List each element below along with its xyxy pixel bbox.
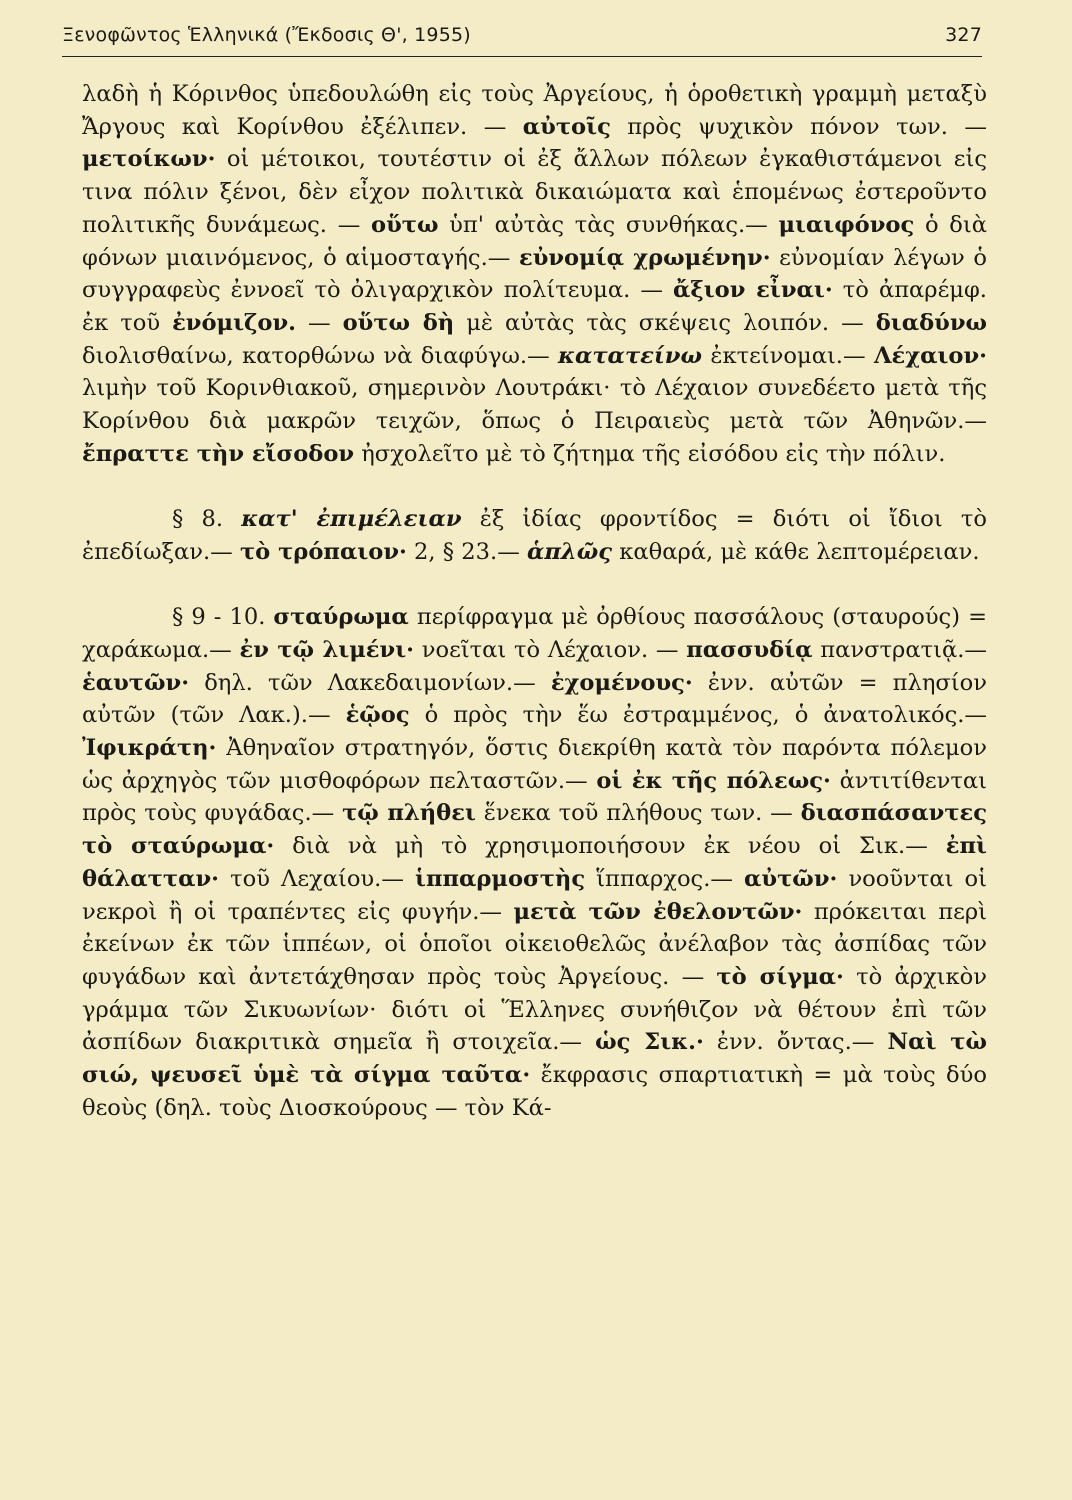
paragraph-3 — [82, 601, 987, 1124]
lemma-term: τῷ πλήθει — [342, 800, 476, 827]
lemma-term: ἐχομένους· — [550, 669, 693, 696]
running-title: Ξενοφῶντος Ἑλληνικά (Ἔκδοσις Θ', 1955) — [62, 24, 471, 46]
lemma-term: Λέχαιον· — [873, 342, 987, 369]
lemma-term: τὸ σίγμα· — [716, 963, 844, 990]
gloss-text: ἐνν. ὄντας.— — [703, 1029, 888, 1056]
lemma-term: Ναὶ τὼ σιώ, ψευσεῖ ὑμὲ τὰ σίγμα ταῦτα· — [82, 1029, 987, 1089]
lemma-term: εὐνομίᾳ χρωμένην· — [518, 244, 771, 271]
lemma-term: οὕτω — [371, 211, 439, 238]
lemma-term: μετοίκων· — [82, 146, 216, 173]
gloss-text: οἱ μέτοικοι, τουτέστιν οἱ ἐξ ἄλλων πόλεων ἐγκαθιστάμενοι εἰς τινα πόλιν ξένοι, δὲν εἶχον πολιτικὰ δικαιώματα καὶ ἑπομένως ἐστεροῦντο πολιτικῆς δυνάμεως. — — [82, 146, 987, 238]
gloss-text: διολισθαίνω, κατορθώνω νὰ διαφύγω.— — [82, 342, 559, 369]
lemma-term: τὸ τρόπαιον· — [239, 538, 407, 565]
lemma-term: ἱππαρμοστὴς — [415, 865, 586, 892]
lemma-term: οἱ ἐκ τῆς πόλεως· — [596, 767, 831, 794]
gloss-text: λιμὴν τοῦ Κορινθιακοῦ, σημερινὸν Λουτράκι· τὸ Λέχαιον συνεδέετο μετὰ τῆς Κορίνθου διὰ μακρῶν τειχῶν, ὅπως ὁ Πειραιεὺς μετὰ τῶν Ἀθηνῶν.— — [82, 375, 987, 435]
gloss-text: τὸ ἀρχικὸν γράμμα τῶν Σικυωνίων· διότι οἱ Ἕλληνες συνήθιζον νὰ θέτουν ἐπὶ τῶν ἀσπίδων διακριτικὰ σημεῖα ἢ στοιχεῖα.— — [82, 963, 987, 1056]
paragraph-1 — [82, 78, 987, 470]
gloss-text: ὑπ' αὐτὰς τὰς συνθήκας.— — [438, 211, 779, 238]
gloss-text: τὸ ἀπαρέμφ. ἐκ τοῦ — [82, 277, 987, 336]
gloss-text: ἕνεκα τοῦ πλήθους των. — — [475, 800, 801, 827]
gloss-text: — — [296, 309, 343, 336]
lemma-term: κατ' ἐπιμέλειαν — [241, 506, 462, 533]
lemma-term: διαδύνω — [875, 309, 988, 336]
lemma-term: ὡς Σικ.· — [595, 1029, 704, 1056]
gloss-text: νοοῦνται οἱ νεκροὶ ἢ οἱ τραπέντες εἰς φυγήν.— — [82, 865, 987, 925]
lemma-term: ἐνόμιζον. — [172, 309, 297, 336]
gloss-text: ἔκφρασις σπαρτιατικὴ = μὰ τοὺς δύο θεοὺς (δηλ. τοὺς Διοσκούρους — τὸν Κά- — [82, 1062, 987, 1121]
gloss-text: ἐξ ἰδίας φροντίδος = διότι οἱ ἴδιοι τὸ ἐπεδίωξαν.— — [82, 506, 987, 565]
lemma-term: ἑαυτῶν· — [82, 669, 190, 696]
gloss-text: νοεῖται τὸ Λέχαιον. — — [414, 636, 687, 663]
commentary-body — [82, 78, 987, 1124]
gloss-text: ἀντιτίθενται πρὸς τοὺς φυγάδας.— — [82, 767, 987, 827]
lemma-term: διασπάσαντες τὸ σταύρωμα· — [82, 800, 988, 860]
page-number: 327 — [945, 24, 982, 46]
running-header — [62, 18, 982, 52]
lemma-term: αὐτοῖς — [522, 113, 611, 140]
lemma-term: ἑῷος — [345, 702, 410, 729]
gloss-text: ὁ πρὸς τὴν ἕω ἐστραμμένος, ὁ ἀνατολικός.— — [409, 702, 987, 729]
gloss-text: πανστρατιᾷ.— — [812, 636, 987, 663]
lemma-term: ἐπὶ θάλατταν· — [82, 833, 987, 892]
gloss-text: ἵππαρχος.— — [585, 865, 745, 892]
lemma-term: ἔπραττε τὴν εἴσοδον — [82, 440, 355, 467]
gloss-text: ἠσχολεῖτο μὲ τὸ ζήτημα τῆς εἰσόδου εἰς τὴν πόλιν. — [354, 440, 946, 467]
gloss-text: 2, § 23.— — [406, 538, 527, 565]
lemma-term: ἐν τῷ λιμένι· — [239, 636, 414, 663]
lemma-term: Ἰφικράτη· — [82, 735, 217, 762]
gloss-text: περίφραγμα μὲ ὀρθίους πασσάλους (σταυρούς) = χαράκωμα.— — [82, 604, 987, 663]
gloss-text: § 9 - 10. — [172, 604, 274, 631]
lemma-term: οὕτω δὴ — [342, 309, 455, 336]
gloss-text: § 8. — [172, 506, 242, 533]
gloss-text: Ἀθηναῖον στρατηγόν, ὅστις διεκρίθη κατὰ τὸν παρόντα πόλεμον ὡς ἀρχηγὸς τῶν μισθοφόρων πελταστῶν.— — [82, 735, 987, 794]
lemma-term: ἁπλῶς — [526, 538, 613, 565]
header-rule — [62, 56, 982, 57]
gloss-text: ἐνν. αὐτῶν = πλησίον αὐτῶν (τῶν Λακ.).— — [82, 669, 987, 729]
gloss-text: ὁ διὰ φόνων μιαινόμενος, ὁ αἱμοσταγής.— — [82, 211, 988, 271]
gloss-text: πρὸς ψυχικὸν πόνον των. — — [610, 113, 988, 140]
paragraph-2 — [82, 503, 987, 568]
gloss-text: εὐνομίαν λέγων ὁ συγγραφεὺς ἐννοεῖ τὸ ὀλιγαρχικὸν πολίτευμα. — — [82, 244, 987, 304]
lemma-term: μετὰ τῶν ἐθελοντῶν· — [513, 898, 803, 925]
gloss-text: ἐκτείνομαι.— — [702, 342, 874, 369]
lemma-term: μιαιφόνος — [778, 211, 915, 238]
gloss-text: τοῦ Λεχαίου.— — [219, 865, 416, 892]
lemma-term: σταύρωμα — [273, 604, 409, 631]
lemma-term: πασσυδίᾳ — [686, 636, 813, 663]
gloss-text: δηλ. τῶν Λακεδαιμονίων.— — [189, 669, 551, 696]
lemma-term: αὐτῶν· — [744, 865, 838, 892]
gloss-text: πρόκειται περὶ ἐκείνων ἐκ τῶν ἱππέων, οἱ ὁποῖοι οἰκειοθελῶς ἀνέλαβον τὰς ἀσπίδας τῶν φυγάδων καὶ ἀντετάχθησαν πρὸς τοὺς Ἀργείους. — — [82, 898, 988, 990]
lemma-term: κατατείνω — [558, 342, 703, 369]
gloss-text: καθαρά, μὲ κάθε λεπτομέρειαν. — [612, 538, 980, 565]
gloss-text: διὰ νὰ μὴ τὸ χρησιμοποιήσουν ἐκ νέου οἱ Σικ.— — [274, 833, 946, 860]
gloss-text: λαδὴ ἡ Κόρινθος ὑπεδουλώθη εἰς τοὺς Ἀργείους, ἡ ὁροθετικὴ γραμμὴ μεταξὺ Ἄργους καὶ Κορίνθου ἐξέλιπεν. — — [82, 81, 987, 140]
lemma-term: ἄξιον εἶναι· — [672, 277, 833, 304]
gloss-text: μὲ αὐτὰς τὰς σκέψεις λοιπόν. — — [454, 309, 876, 336]
